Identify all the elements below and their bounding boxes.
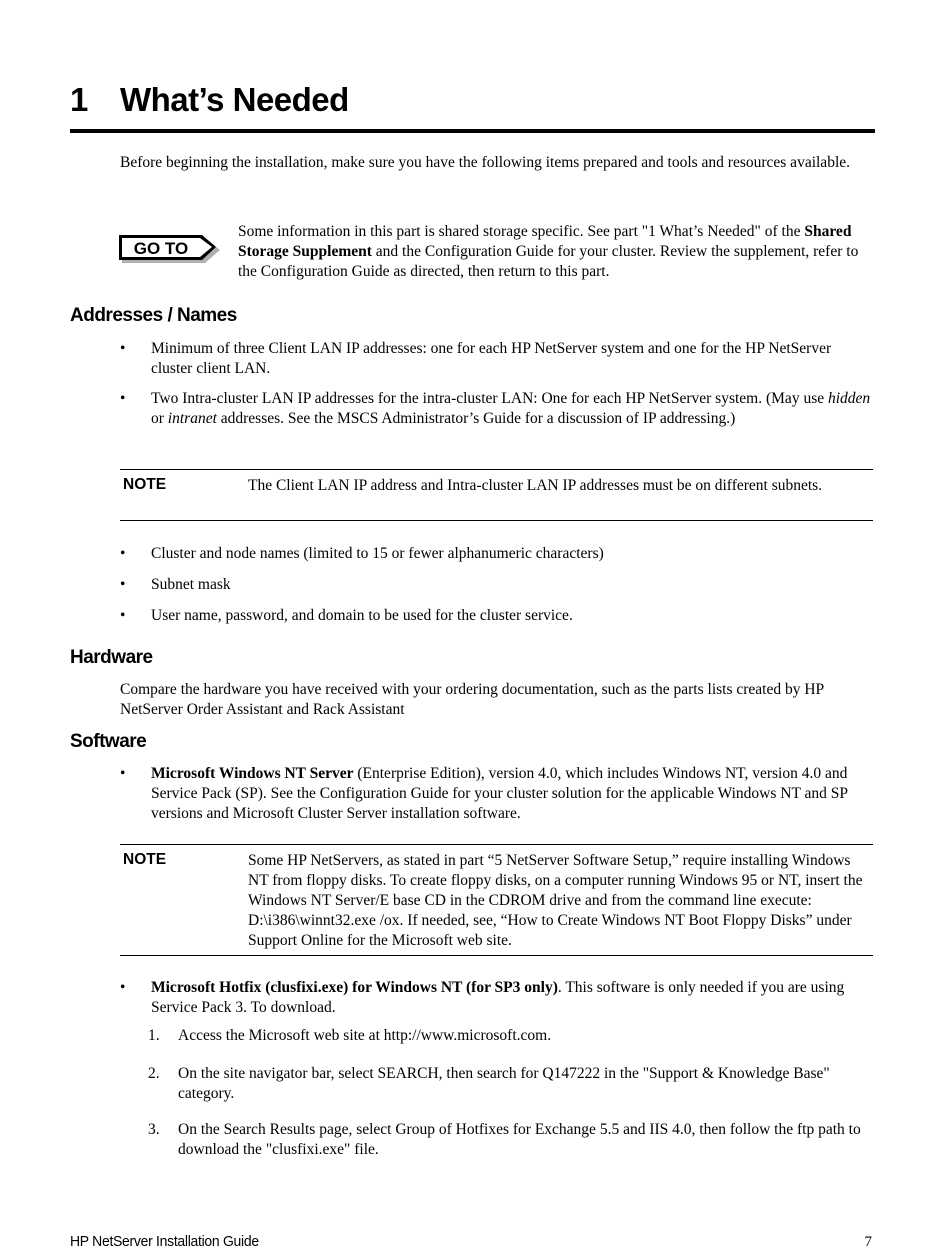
goto-paragraph: [238, 222, 875, 282]
list-item: [120, 606, 875, 626]
title-rule: [70, 129, 875, 133]
note-text: Some HP NetServers, as stated in part “5 NetServer Software Setup,” require installing Windows NT from floppy disks. To create floppy disks, on a computer running Windows 95 or NT, insert the Windows NT Server/E base CD in the CDROM drive and from the command line execute: D:\i386\winnt32.exe /ox. If needed, see, “How to Create Windows NT Boot Floppy Disks” under Support Online for the Microsoft web site.: [248, 852, 863, 949]
windows-nt-server-title: Microsoft Windows NT Server: [151, 765, 354, 782]
list-item: [148, 1120, 875, 1160]
goto-arrow-icon: [119, 233, 223, 265]
hotfix-title: Microsoft Hotfix (clusfixi.exe) for Windows NT (for SP3 only): [151, 979, 558, 996]
list-item: [120, 978, 875, 1018]
goto-label: GO TO: [133, 239, 189, 258]
bullet-italic-hidden: hidden: [827, 390, 871, 407]
bullet-text-part: Two Intra-cluster LAN IP addresses for the intra-cluster LAN: One for each HP NetServer system. (May use: [151, 390, 828, 407]
hardware-heading: Hardware: [70, 647, 153, 668]
list-item: [120, 339, 875, 379]
bullet-text: User name, password, and domain to be used for the cluster service.: [151, 607, 573, 624]
list-item: [120, 575, 875, 595]
bullet-text: [151, 764, 875, 824]
chapter-header: [70, 80, 875, 133]
page-number: 7: [864, 1234, 872, 1250]
bullet-icon: •: [120, 607, 126, 624]
chapter-title: What’s Needed: [120, 81, 349, 118]
list-item: [148, 1064, 875, 1104]
bullet-text-part: . This software is only needed if you are using Service Pack 3. To download.: [151, 979, 845, 1016]
page-title: [70, 80, 875, 120]
bullet-text-part: (Enterprise Edition), version 4.0, which includes Windows NT, version 4.0 and Service Pack (SP). See the Configuration Guide for your cluster solution for the applicable Windows NT and SP versions and Microsoft Cluster Server installation software.: [151, 765, 848, 822]
list-item: [120, 764, 875, 824]
footer-title: HP NetServer Installation Guide: [70, 1233, 259, 1250]
software-heading: Software: [70, 731, 147, 752]
bullet-icon: •: [120, 340, 126, 357]
hardware-paragraph: Compare the hardware you have received with your ordering documentation, such as the parts lists created by HP NetServer Order Assistant and Rack Assistant: [120, 681, 824, 718]
step-text: On the Search Results page, select Group of Hotfixes for Exchange 5.5 and IIS 4.0, then follow the ftp path to download the "clusfixi.exe" file.: [178, 1121, 861, 1158]
list-item: [120, 544, 875, 564]
intro-paragraph: Before beginning the installation, make sure you have the following items prepared and tools and resources available.: [120, 154, 850, 171]
step-text: Access the Microsoft web site at http://www.microsoft.com.: [178, 1027, 552, 1044]
note-box: [120, 844, 873, 956]
chapter-number: 1: [70, 81, 88, 118]
goto-supplement-title: Shared Storage Supplement: [238, 223, 852, 260]
bullet-text: Cluster and node names (limited to 15 or fewer alphanumeric characters): [151, 545, 604, 562]
bullet-text: [151, 389, 875, 429]
list-item: [148, 1026, 875, 1046]
bullet-text: Minimum of three Client LAN IP addresses: one for each HP NetServer system and one for the HP NetServer cluster client LAN.: [151, 340, 832, 377]
step-text: On the site navigator bar, select SEARCH, then search for Q147222 in the "Support & Knowledge Base" category.: [178, 1065, 830, 1102]
step-number: 2.: [148, 1065, 160, 1082]
bullet-icon: •: [120, 765, 126, 782]
note-label: NOTE: [123, 851, 167, 868]
step-number: 3.: [148, 1121, 160, 1138]
list-item: [120, 389, 875, 429]
bullet-text: Subnet mask: [151, 576, 231, 593]
bullet-icon: •: [120, 390, 126, 407]
bullet-text-part: or: [151, 410, 168, 427]
step-number: 1.: [148, 1027, 160, 1044]
bullet-text-part: addresses. See the MSCS Administrator’s Guide for a discussion of IP addressing.): [216, 410, 736, 427]
goto-text-before: Some information in this part is shared storage specific. See part "1 What’s Needed" of the: [238, 223, 805, 240]
addresses-heading: Addresses / Names: [70, 305, 237, 326]
bullet-icon: •: [120, 576, 126, 593]
bullet-icon: •: [120, 545, 126, 562]
bullet-text: [151, 978, 875, 1018]
note-text: The Client LAN IP address and Intra-cluster LAN IP addresses must be on different subnets.: [248, 477, 823, 494]
note-label: NOTE: [123, 476, 167, 493]
bullet-italic-intranet: intranet: [167, 410, 217, 427]
goto-text-after: and the Configuration Guide for your cluster. Review the supplement, refer to the Configuration Guide as directed, then return to this part.: [238, 243, 859, 280]
bullet-icon: •: [120, 979, 126, 996]
note-box: [120, 469, 873, 521]
